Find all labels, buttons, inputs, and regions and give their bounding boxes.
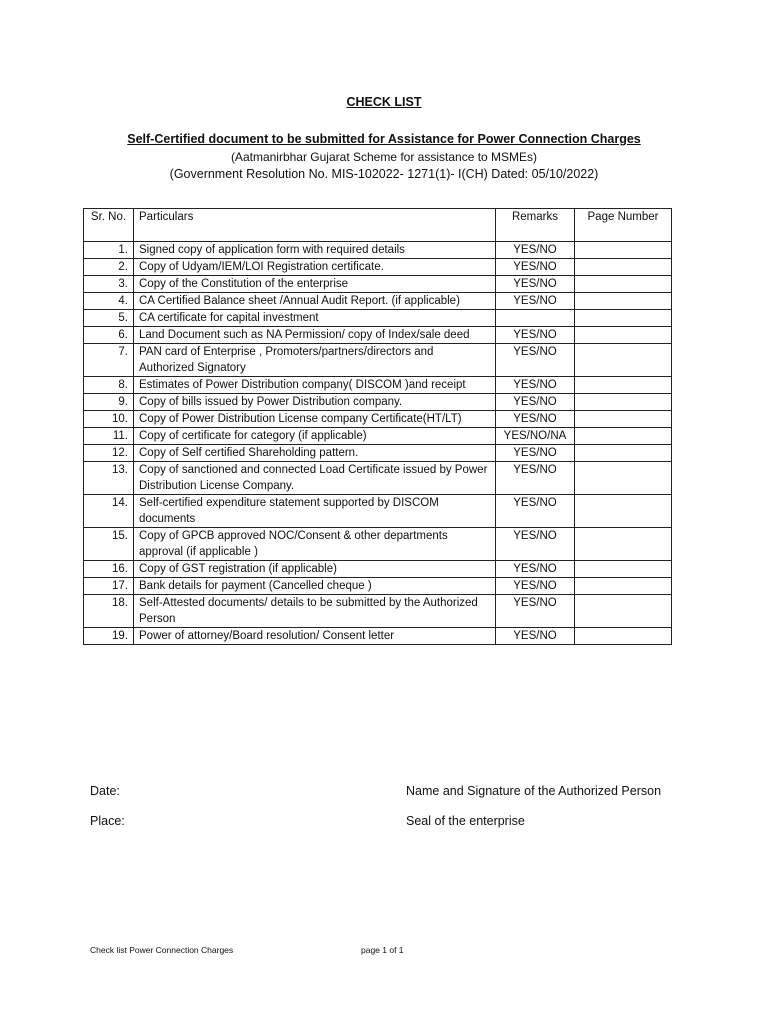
place-label: Place: [90,814,125,828]
table-row [84,242,672,259]
table-row [84,495,672,528]
row-particulars: Copy of Self certified Shareholding pattern. [134,445,496,462]
row-sr-no: 14. [84,495,134,528]
row-particulars: Self-certified expenditure statement supported by DISCOM documents [134,495,496,528]
table-row [84,445,672,462]
row-sr-no: 1. [84,242,134,259]
date-label: Date: [90,784,120,798]
row-page-number [575,327,672,344]
table-row [84,528,672,561]
row-particulars: CA Certified Balance sheet /Annual Audit Report. (if applicable) [134,293,496,310]
row-page-number [575,344,672,377]
row-particulars: Power of attorney/Board resolution/ Consent letter [134,628,496,645]
row-page-number [575,276,672,293]
checklist-table [83,208,672,645]
row-remarks: YES/NO [496,259,575,276]
table-row [84,411,672,428]
row-page-number [575,428,672,445]
row-particulars: Bank details for payment (Cancelled cheque ) [134,578,496,595]
row-sr-no: 16. [84,561,134,578]
header-remarks: Remarks [496,209,575,242]
row-remarks: YES/NO [496,445,575,462]
row-sr-no: 17. [84,578,134,595]
row-page-number [575,377,672,394]
row-remarks: YES/NO/NA [496,428,575,445]
row-particulars: Copy of certificate for category (if applicable) [134,428,496,445]
table-row [84,276,672,293]
row-remarks: YES/NO [496,628,575,645]
row-sr-no: 7. [84,344,134,377]
row-particulars: Land Document such as NA Permission/ copy of Index/sale deed [134,327,496,344]
row-remarks: YES/NO [496,578,575,595]
row-remarks: YES/NO [496,377,575,394]
scheme-text: (Aatmanirbhar Gujarat Scheme for assistance to MSMEs) [230,150,538,164]
row-particulars: Copy of sanctioned and connected Load Certificate issued by Power Distribution License Company. [134,462,496,495]
table-row [84,259,672,276]
row-particulars: CA certificate for capital investment [134,310,496,327]
row-remarks: YES/NO [496,276,575,293]
row-page-number [575,394,672,411]
row-page-number [575,495,672,528]
resolution-text: (Government Resolution No. MIS-102022- 1271(1)- I(CH) Dated: 05/10/2022) [169,167,599,181]
row-particulars: Self-Attested documents/ details to be submitted by the Authorized Person [134,595,496,628]
row-remarks: YES/NO [496,344,575,377]
row-sr-no: 18. [84,595,134,628]
row-sr-no: 8. [84,377,134,394]
table-row [84,344,672,377]
row-particulars: Estimates of Power Distribution company( DISCOM )and receipt [134,377,496,394]
row-particulars: Copy of GST registration (if applicable) [134,561,496,578]
row-remarks: YES/NO [496,242,575,259]
row-particulars: PAN card of Enterprise , Promoters/partners/directors and Authorized Signatory [134,344,496,377]
row-page-number [575,628,672,645]
row-remarks: YES/NO [496,462,575,495]
row-remarks: YES/NO [496,561,575,578]
row-page-number [575,528,672,561]
row-sr-no: 10. [84,411,134,428]
row-page-number [575,578,672,595]
table-row [84,561,672,578]
table-row [84,377,672,394]
seal-label: Seal of the enterprise [406,814,525,828]
row-particulars: Copy of Udyam/IEM/LOI Registration certificate. [134,259,496,276]
table-row [84,428,672,445]
row-page-number [575,310,672,327]
row-sr-no: 2. [84,259,134,276]
header-sr-no: Sr. No. [84,209,134,242]
table-row [84,293,672,310]
table-row [84,310,672,327]
row-page-number [575,293,672,310]
row-remarks: YES/NO [496,394,575,411]
table-row [84,327,672,344]
header-page-number: Page Number [575,209,672,242]
row-page-number [575,411,672,428]
row-particulars: Copy of Power Distribution License company Certificate(HT/LT) [134,411,496,428]
row-remarks [496,310,575,327]
footer-document-name: Check list Power Connection Charges [90,945,234,955]
table-row [84,462,672,495]
row-particulars: Copy of the Constitution of the enterprise [134,276,496,293]
row-sr-no: 15. [84,528,134,561]
row-page-number [575,561,672,578]
row-sr-no: 9. [84,394,134,411]
header-particulars: Particulars [134,209,496,242]
row-remarks: YES/NO [496,495,575,528]
row-sr-no: 4. [84,293,134,310]
footer-page-number: page 1 of 1 [361,945,404,955]
checklist-body [84,242,672,645]
row-page-number [575,242,672,259]
row-remarks: YES/NO [496,293,575,310]
signature-label: Name and Signature of the Authorized Person [406,784,662,798]
table-row [84,628,672,645]
table-row [84,578,672,595]
row-sr-no: 6. [84,327,134,344]
table-row [84,595,672,628]
row-remarks: YES/NO [496,595,575,628]
document-subtitle: Self-Certified document to be submitted for Assistance for Power Connection Charges [127,132,641,146]
row-page-number [575,445,672,462]
row-remarks: YES/NO [496,411,575,428]
row-page-number [575,259,672,276]
row-particulars: Copy of bills issued by Power Distribution company. [134,394,496,411]
table-row [84,394,672,411]
row-sr-no: 3. [84,276,134,293]
row-page-number [575,462,672,495]
row-sr-no: 19. [84,628,134,645]
row-particulars: Signed copy of application form with required details [134,242,496,259]
row-sr-no: 5. [84,310,134,327]
row-page-number [575,595,672,628]
table-header-row [84,209,672,242]
row-sr-no: 12. [84,445,134,462]
row-remarks: YES/NO [496,327,575,344]
row-sr-no: 13. [84,462,134,495]
row-particulars: Copy of GPCB approved NOC/Consent & other departments approval (if applicable ) [134,528,496,561]
row-remarks: YES/NO [496,528,575,561]
page-title: CHECK LIST [346,95,422,109]
row-sr-no: 11. [84,428,134,445]
